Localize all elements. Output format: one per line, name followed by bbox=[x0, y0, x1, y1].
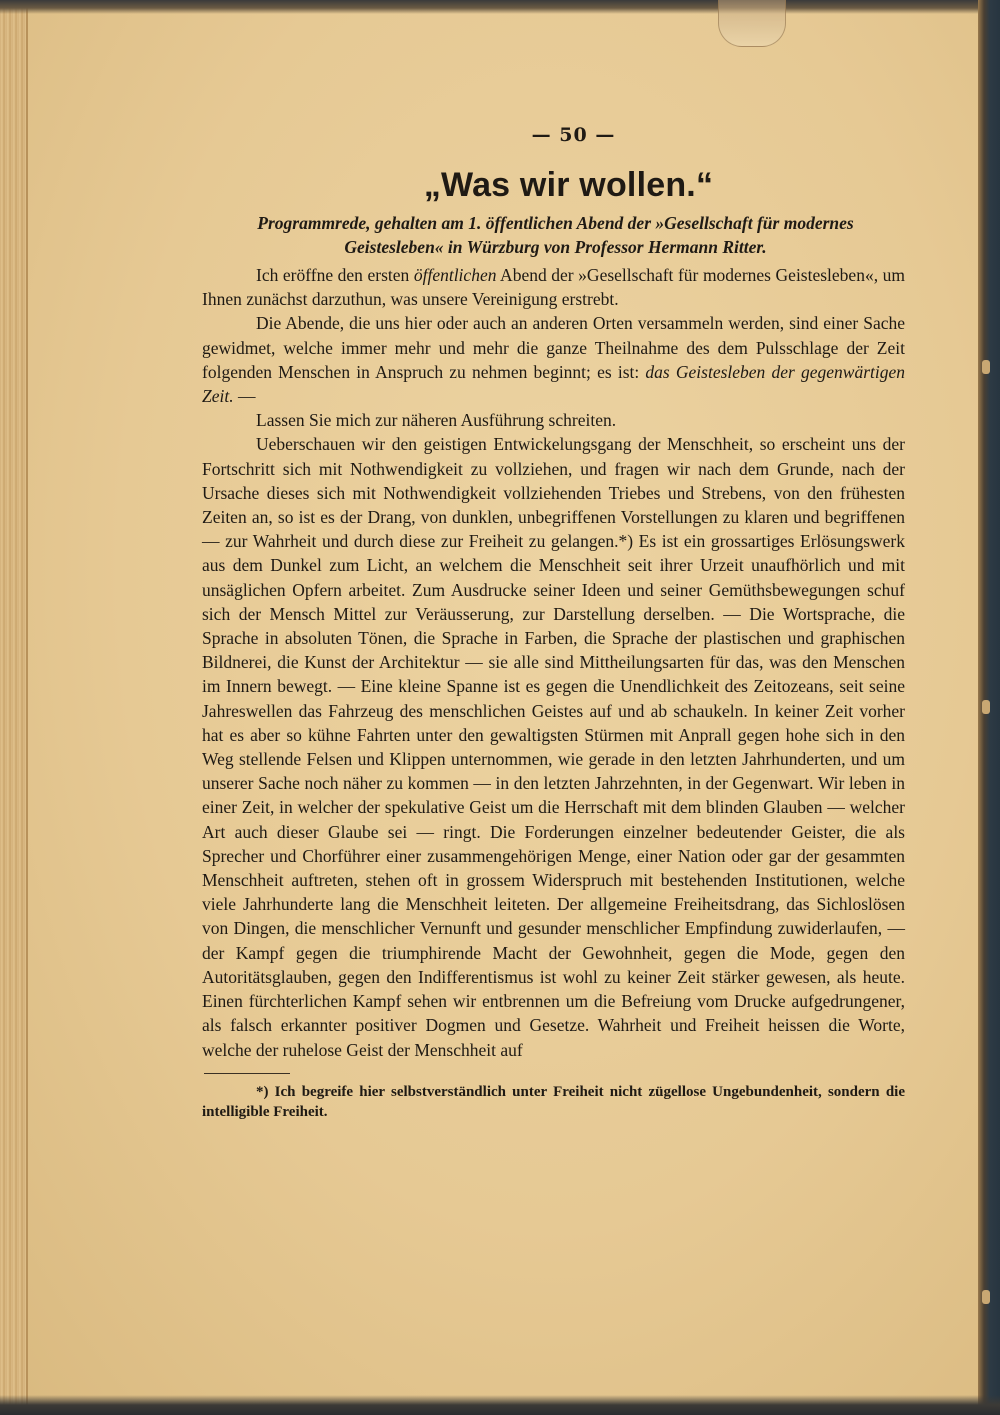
paragraph-text: Die Abende, die uns hier oder auch an anderen Orten versammeln werden, sind einer Sache gewidmet, welche immer mehr und mehr die ganze Theilnahme des dem Pulsschlage der Zeit folgenden Menschen in Anspruch zu nehmen beginnt; es ist: bbox=[202, 313, 905, 382]
bottom-scan-edge bbox=[0, 1395, 1000, 1415]
page-subtitle: Programmrede, gehalten am 1. öffentlichen Abend der »Gesellschaft für modernes Geistesleben« in Würzburg von Professor Hermann Ritter. bbox=[257, 213, 854, 257]
page-content bbox=[202, 124, 905, 1122]
paragraph-text: — bbox=[233, 386, 256, 407]
footnote: *) Ich begreife hier selbstverständlich unter Freiheit nicht zügellose Ungebundenheit, sondern die intelligible Freiheit. bbox=[202, 1083, 905, 1120]
page-title: „Was wir wollen.“ bbox=[423, 166, 714, 204]
tape-tab bbox=[718, 0, 786, 47]
paragraph: Lassen Sie mich zur näheren Ausführung schreiten. bbox=[256, 410, 617, 431]
binding-mark bbox=[982, 1290, 990, 1304]
body-text bbox=[202, 263, 905, 1062]
page-number: — 50 — bbox=[531, 124, 616, 146]
binding-mark bbox=[982, 700, 990, 714]
footnote-rule bbox=[204, 1073, 290, 1074]
top-scan-edge bbox=[0, 0, 1000, 14]
paragraph-text: Abend der »Gesellschaft für modernes Geistesleben«, um Ihnen zunächst darzuthun, was unsere Vereinigung erstrebt. bbox=[202, 265, 905, 310]
paragraph: Ueberschauen wir den geistigen Entwickelungsgang der Menschheit, so erscheint uns der Fortschritt sich mit Nothwendigkeit zu vollziehen, und fragen wir nach dem Grunde, nach der Ursache dieses sich mit Nothwendigkeit vollziehenden Triebes und Strebens, von den frühesten Zeiten an, so ist es der Drang, von dunklen, unbegriffenen Vorstellungen zu klaren und begriffenen — zur Wahrheit und durch diese zur Freiheit zu gelangen.*) Es ist ein grossartiges Erlösungswerk aus dem Dunkel zum Licht, an welchem die Menschheit seit ihrer Urzeit unaufhörlich und mit unsäglichen Opfern arbeitet. Zum Ausdrucke seiner Ideen und seiner Gemüthsbewegungen schuf sich der Mensch Mittel zur Veräusserung, zur Darstellung derselben. — Die Wortsprache, die Sprache in absoluten Tönen, die Sprache in Farben, die Sprache der plastischen und graphischen Bildnerei, die Kunst der Architektur — sie alle sind Mittheilungsarten für das, was den Menschen im Innern bewegt. — Eine kleine Spanne ist es gegen die Unendlichkeit des Zeitozeans, seit seine Jahreswellen das Fahrzeug des menschlichen Geistes auf und ab schaukeln. In keiner Zeit vorher hat es aber so kühne Fahrten unter den gewaltigsten Stürmen mit Anprall gegen hohe sich in den Weg stellende Felsen und Klippen unternommen, wie gerade in den letzten Jahrhunderten, und um unserer Sache noch näher zu kommen — in den letzten Jahrzehnten, in der Gegenwart. Wir leben in einer Zeit, in welcher der spekulative Geist um die Herrschaft mit dem blinden Glauben — welcher Art auch dieser Glaube sei — ringt. Die Forderungen einzelner bedeutender Geister, die als Sprecher und Chorführer einer zusammengehörigen Menge, einer Nation oder gar der gesammten Menschheit auftreten, stehen oft in grossem Widerspruch mit bestehenden Institutionen, welche viele Jahrhunderte lang die Menschheit leiteten. Der allgemeine Freiheitsdrang, das Sichloslösen von Dingen, die menschlicher Vernunft und gesunder menschlicher Empfindung zuwiderlaufen, — der Kampf gegen die triumphirende Macht der Gewohnheit, gegen die Mode, gegen den Autoritätsglauben, gegen den Indifferentismus ist wohl zu keiner Zeit stärker gewesen, als heute. Einen fürchterlichen Kampf sehen wir entbrennen um die Befreiung vom Drucke aufgedrungener, als falsch erkannter positiver Dogmen und Gesetze. Wahrheit und Freiheit heissen die Worte, welche der ruhelose Geist der Menschheit auf bbox=[202, 434, 905, 1060]
emphasis-text: das Geistesleben der gegenwärtigen Zeit. bbox=[202, 361, 905, 407]
binding-mark bbox=[982, 360, 990, 374]
binding-edge bbox=[978, 0, 1000, 1415]
paragraph bbox=[202, 311, 905, 408]
emphasis-text: öffentlichen bbox=[413, 265, 497, 285]
paragraph-text: Ich eröffne den ersten bbox=[256, 265, 414, 285]
stacked-page-edges bbox=[0, 0, 28, 1415]
paragraph bbox=[202, 263, 905, 311]
